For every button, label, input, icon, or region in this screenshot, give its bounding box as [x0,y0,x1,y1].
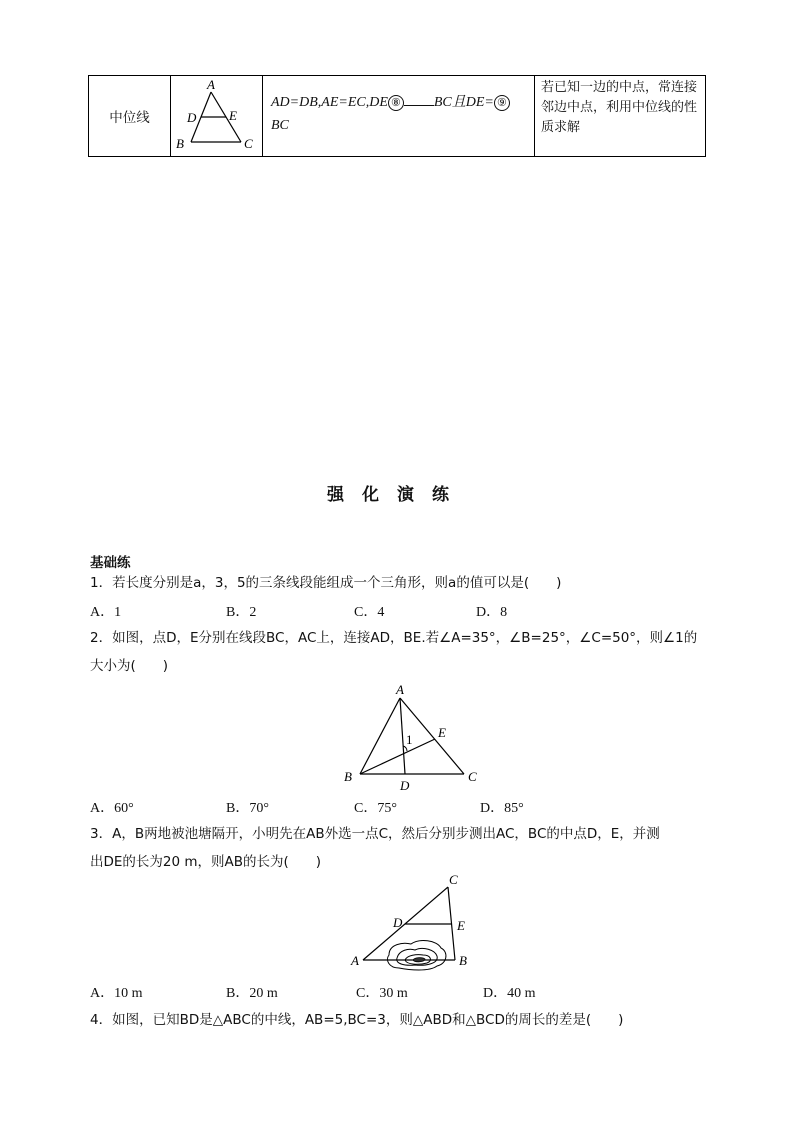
blank-circle-9: ⑨ [494,95,510,111]
fig-label-c: C [244,136,253,151]
q3-label-c: C [449,872,458,887]
fig-label-b: B [176,136,184,151]
q1-option-d: D．8 [476,605,508,620]
q3-option-c: C．30 m [356,986,408,1001]
q2-number: 2． [90,630,113,646]
q1-option-b: B．2 [226,605,257,620]
fig-label-d: D [187,110,197,125]
q2-options [90,797,710,817]
table-cell-figure [171,76,263,156]
table-cell-note [535,76,705,156]
formula-line2: BC [271,118,289,133]
q1-option-a: A．1 [90,605,122,620]
q3-number: 3． [90,826,113,842]
q3-label-d: D [393,915,403,930]
question-2 [90,628,710,676]
table-cell-name [89,76,171,156]
q3-option-b: B．20 m [226,986,278,1001]
question-4 [90,1010,710,1030]
formula-text-2: BC且DE= [433,95,494,110]
question-3 [90,824,710,872]
question-1 [90,573,710,593]
q3-label-b: B [459,953,467,968]
q2-figure [340,680,480,795]
q3-text-line1: A，B两地被池塘隔开，小明先在AB外选一点C，然后分别步测出AC，BC的中点D，E，并测 [112,826,660,842]
q1-option-c: C．4 [354,605,385,620]
midline-note: 若已知一边的中点，常连接邻边中点，利用中位线的性质求解 [541,80,698,135]
fig-label-e: E [229,108,237,123]
q2-option-d: D．85° [480,801,524,816]
q3-text-line2: 出DE的长为20 m，则AB的长为( ) [90,854,322,870]
midline-table [88,75,706,157]
midline-triangle-figure [171,76,263,158]
q2-option-a: A．60° [90,801,134,816]
q3-figure [345,872,485,972]
q2-text-line2: 大小为( ) [90,658,169,674]
q2-label-c: C [468,769,477,784]
q1-text: 若长度分别是a，3，5的三条线段能组成一个三角形，则a的值可以是( ) [112,575,562,591]
q2-label-1: 1 [406,732,413,747]
formula-line1 [271,91,510,111]
q3-option-a: A．10 m [90,986,143,1001]
q2-text-line1: 如图，点D，E分别在线段BC，AC上，连接AD，BE.若∠A=35°，∠B=25°，∠C=50°，则∠1的 [112,630,698,646]
formula-text-1: AD=DB,AE=EC,DE [271,95,388,110]
q3-options [90,982,710,1002]
q2-label-a: A [396,682,404,697]
q3-label-a: A [351,953,359,968]
section-title: 强化演练 [327,485,467,505]
q2-label-b: B [344,769,352,784]
q1-options [90,601,710,621]
q3-option-d: D．40 m [483,986,536,1001]
q2-label-e: E [438,725,446,740]
fig-label-a: A [207,77,215,92]
subsection-title: 基础练 [90,555,131,571]
q2-option-c: C．75° [354,801,397,816]
blank-line [404,93,434,106]
table-cell-formula [263,76,535,156]
q4-text: 如图，已知BD是△ABC的中线，AB=5,BC=3，则△ABD和△BCD的周长的差是( ) [112,1012,624,1028]
q1-number: 1． [90,575,113,591]
q2-option-b: B．70° [226,801,269,816]
blank-circle-8: ⑧ [388,95,404,111]
q2-label-d: D [400,778,410,793]
midline-label: 中位线 [109,110,150,126]
q3-label-e: E [457,918,465,933]
q4-number: 4． [90,1012,113,1028]
